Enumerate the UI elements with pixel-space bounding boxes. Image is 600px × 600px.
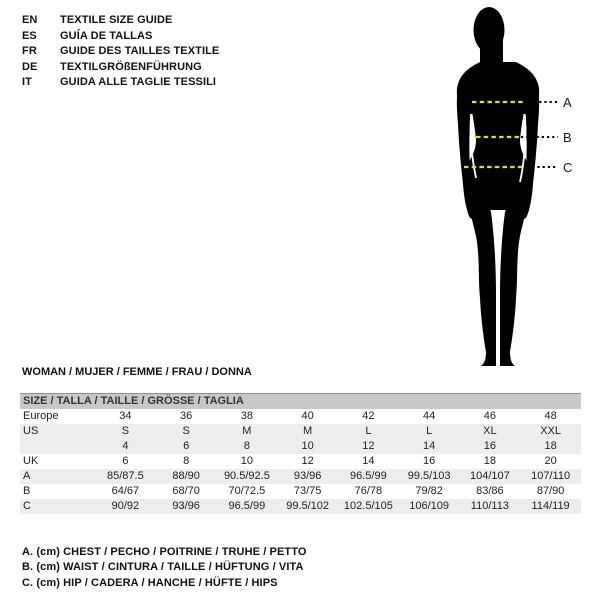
language-label: TEXTILGRÖßENFÜHRUNG (60, 60, 202, 73)
table-cell: M (242, 425, 252, 437)
table-row (20, 454, 581, 469)
legend-line-waist: B. (cm) WAIST / CINTURA / TAILLE / HÜFTUNG / VITA (22, 561, 304, 574)
table-cell: 68/70 (172, 485, 200, 497)
language-list (22, 13, 219, 91)
language-label: GUÍA DE TALLAS (60, 29, 153, 42)
table-cell: 70/72.5 (228, 485, 266, 497)
table-cell: 12 (301, 455, 314, 467)
legend-line-hip: C. (cm) HIP / CADERA / HANCHE / HÜFTE / HIPS (22, 576, 278, 589)
table-header-row (20, 394, 581, 410)
table-cell: 8 (183, 455, 190, 467)
table-cell: 4 (122, 440, 129, 452)
table-cell: 16 (423, 455, 436, 467)
table-cell: 110/113 (470, 500, 509, 512)
table-cell: 90/92 (111, 500, 140, 512)
language-row (22, 75, 219, 91)
table-cell: 20 (544, 455, 557, 467)
table-cell: 14 (423, 440, 436, 452)
section-title: WOMAN / MUJER / FEMME / FRAU / DONNA (22, 366, 252, 378)
table-cell: 6 (122, 455, 129, 467)
table-row-label: Europe (23, 410, 59, 422)
table-cell: 34 (119, 410, 132, 422)
table-cell: 99.5/103 (407, 470, 451, 482)
table-cell: 79/82 (415, 485, 443, 497)
legend-line-chest: A. (cm) CHEST / PECHO / POITRINE / TRUHE / PETTO (22, 546, 307, 558)
table-row-label: C (23, 500, 31, 512)
table-cell: 93/96 (172, 500, 200, 512)
table-row (20, 469, 581, 484)
table-row (20, 484, 581, 499)
table-header-label: SIZE / TALLA / TAILLE / GRÖSSE / TAGLIA (20, 394, 581, 410)
table-cell: 73/75 (293, 485, 322, 497)
table-cell: 16 (483, 440, 496, 452)
table-cell: 90.5/92.5 (223, 470, 270, 482)
table-cell: 76/78 (354, 485, 383, 497)
table-cell: 106/109 (409, 500, 449, 512)
language-row (22, 44, 219, 60)
table-cell: 18 (544, 440, 557, 452)
language-label: TEXTILE SIZE GUIDE (60, 14, 173, 26)
language-code: EN (22, 14, 38, 26)
language-row (22, 13, 219, 29)
table-cell: 46 (483, 410, 496, 422)
table-cell: 88/90 (172, 470, 200, 482)
table-cell: S (182, 425, 190, 437)
table-cell: 42 (362, 410, 375, 422)
size-table (20, 393, 581, 514)
table-row (20, 424, 581, 439)
table-cell: XXL (540, 425, 562, 437)
table-cell: L (426, 425, 433, 437)
table-cell: 87/90 (536, 485, 565, 497)
table-row-label: B (23, 485, 31, 497)
measure-legend (22, 545, 307, 591)
language-code: FR (22, 45, 37, 57)
size-table-body (20, 394, 581, 515)
language-code: IT (22, 76, 32, 88)
table-row (20, 439, 581, 454)
table-cell: 85/87.5 (107, 470, 144, 482)
table-cell: 102.5/105 (343, 500, 393, 512)
table-row-label (20, 439, 95, 454)
table-row (20, 499, 581, 514)
table-cell: 48 (544, 410, 557, 422)
table-cell: 64/67 (111, 485, 140, 497)
language-row (22, 60, 219, 76)
legs-gap (497, 214, 498, 352)
marker-label-chest: A (563, 95, 572, 110)
marker-label-hip: C (563, 160, 573, 175)
table-cell: M (303, 425, 313, 437)
table-cell: 8 (243, 440, 250, 452)
table-cell: 10 (240, 455, 253, 467)
table-cell: 107/110 (531, 470, 571, 482)
table-cell: 38 (240, 410, 253, 422)
table-row-label: A (23, 470, 31, 482)
table-cell: 12 (362, 440, 375, 452)
table-cell: 6 (183, 440, 190, 452)
table-cell: L (365, 425, 372, 437)
table-cell: 10 (301, 440, 314, 452)
table-cell: 96.5/99 (350, 470, 387, 482)
table-cell: 44 (423, 410, 436, 422)
table-cell: 114/119 (531, 500, 570, 512)
table-cell: XL (483, 425, 497, 437)
table-row-label: US (23, 425, 39, 437)
language-code: DE (22, 60, 38, 73)
table-cell: 40 (301, 410, 314, 422)
table-row (20, 409, 581, 424)
language-label: GUIDE DES TAILLES TEXTILE (60, 45, 220, 57)
table-cell: 93/96 (293, 470, 322, 482)
table-cell: 104/107 (469, 470, 510, 482)
language-row (22, 29, 219, 45)
table-cell: S (121, 425, 130, 437)
woman-silhouette-figure (430, 0, 600, 370)
marker-label-waist: B (563, 130, 572, 145)
table-cell: 18 (483, 455, 496, 467)
table-cell: 14 (362, 455, 375, 467)
table-cell: 96.5/99 (228, 500, 266, 512)
language-code: ES (22, 29, 37, 42)
table-row-label: UK (23, 455, 39, 467)
table-cell: 99.5/102 (286, 500, 330, 512)
table-cell: 36 (180, 410, 193, 422)
table-cell: 83/86 (476, 485, 504, 497)
language-label: GUIDA ALLE TAGLIE TESSILI (60, 76, 217, 88)
